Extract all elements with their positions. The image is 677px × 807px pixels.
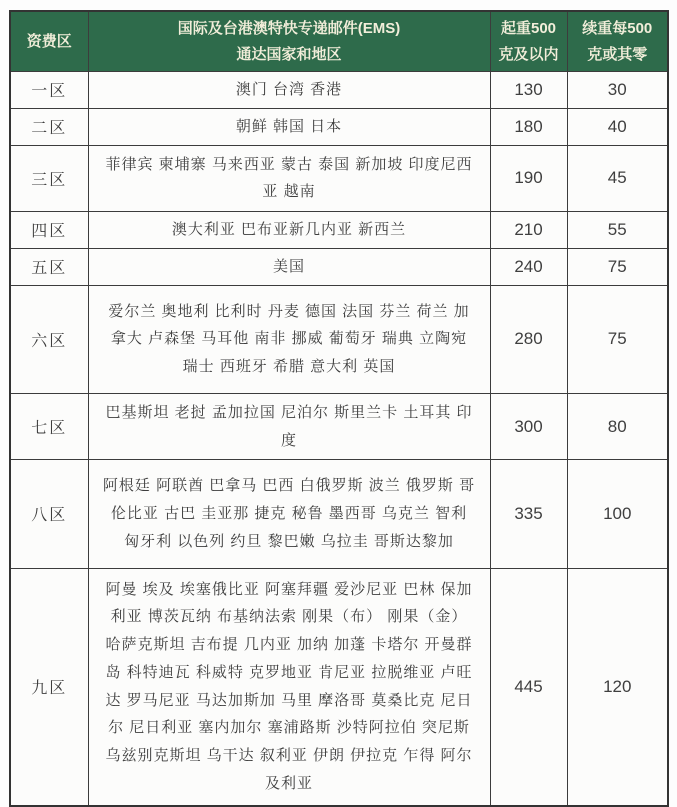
- countries-cell: 菲律宾 柬埔寨 马来西亚 蒙古 泰国 新加坡 印度尼西亚 越南: [88, 145, 490, 212]
- zone-cell: 七区: [10, 393, 88, 460]
- zone-cell: 五区: [10, 248, 88, 285]
- first-weight-cell: 280: [490, 285, 567, 393]
- additional-weight-cell: 80: [567, 393, 668, 460]
- zone-cell: 九区: [10, 568, 88, 806]
- header-countries-line1: 国际及台港澳特快专递邮件(EMS): [177, 20, 401, 37]
- header-first-weight-line2: 克及以内: [498, 45, 559, 63]
- table-header: [10, 11, 668, 72]
- zone-cell: 三区: [10, 145, 88, 212]
- additional-weight-cell: 30: [567, 72, 668, 109]
- table-row-zone7: [10, 393, 668, 460]
- header-countries: [88, 11, 490, 72]
- countries-cell: 爱尔兰 奥地利 比利时 丹麦 德国 法国 芬兰 荷兰 加拿大 卢森堡 马耳他 南非 挪威 葡萄牙 瑞典 立陶宛 瑞士 西班牙 希腊 意大利 英国: [88, 285, 490, 393]
- countries-cell: 美国: [88, 248, 490, 285]
- header-additional-weight: [567, 11, 668, 72]
- additional-weight-cell: 45: [567, 145, 668, 212]
- header-first-weight-line1: 起重500: [500, 20, 557, 37]
- table-row-zone3: [10, 145, 668, 212]
- additional-weight-cell: 55: [567, 212, 668, 249]
- table-row-zone1: [10, 72, 668, 109]
- first-weight-cell: 335: [490, 460, 567, 568]
- header-zone-label: 资费区: [26, 32, 72, 50]
- zone-cell: 四区: [10, 212, 88, 249]
- countries-cell: 阿曼 埃及 埃塞俄比亚 阿塞拜疆 爱沙尼亚 巴林 保加利亚 博茨瓦纳 布基纳法索 刚果（布） 刚果（金） 哈萨克斯坦 吉布提 几内亚 加纳 加蓬 卡塔尔 开曼群岛 科特迪瓦 科威特 克罗地亚 肯尼亚 拉脱维亚 卢旺达 罗马尼亚 马达加斯加 马里 摩洛哥 莫桑比克 尼日尔 尼日利亚 塞内加尔 塞浦路斯 沙特阿拉伯 突尼斯 乌兹别克斯坦 乌干达 叙利亚 伊朗 伊拉克 乍得 阿尔及利亚: [88, 568, 490, 806]
- first-weight-cell: 210: [490, 212, 567, 249]
- first-weight-cell: 300: [490, 393, 567, 460]
- header-additional-weight-line1: 续重每500: [582, 20, 653, 37]
- zone-cell: 八区: [10, 460, 88, 568]
- table-row-zone6: [10, 285, 668, 393]
- table-body: [10, 72, 668, 806]
- zone-cell: 二区: [10, 108, 88, 145]
- countries-cell: 澳门 台湾 香港: [88, 72, 490, 109]
- header-additional-weight-line2: 克或其零: [587, 45, 648, 63]
- zone-cell: 六区: [10, 285, 88, 393]
- table-row-zone4: [10, 212, 668, 249]
- header-row: [10, 11, 668, 72]
- header-first-weight: [490, 11, 567, 72]
- table-row-zone9: [10, 568, 668, 806]
- table-row-zone5: [10, 248, 668, 285]
- header-countries-line2: 通达国家和地区: [236, 45, 342, 63]
- additional-weight-cell: 75: [567, 285, 668, 393]
- first-weight-cell: 190: [490, 145, 567, 212]
- first-weight-cell: 240: [490, 248, 567, 285]
- countries-cell: 朝鲜 韩国 日本: [88, 108, 490, 145]
- countries-cell: 澳大利亚 巴布亚新几内亚 新西兰: [88, 212, 490, 249]
- table-row-zone8: [10, 460, 668, 568]
- countries-cell: 阿根廷 阿联酋 巴拿马 巴西 白俄罗斯 波兰 俄罗斯 哥伦比亚 古巴 圭亚那 捷克 秘鲁 墨西哥 乌克兰 智利 匈牙利 以色列 约旦 黎巴嫩 乌拉圭 哥斯达黎加: [88, 460, 490, 568]
- additional-weight-cell: 120: [567, 568, 668, 806]
- table-row-zone2: [10, 108, 668, 145]
- first-weight-cell: 445: [490, 568, 567, 806]
- countries-cell: 巴基斯坦 老挝 孟加拉国 尼泊尔 斯里兰卡 土耳其 印度: [88, 393, 490, 460]
- first-weight-cell: 180: [490, 108, 567, 145]
- first-weight-cell: 130: [490, 72, 567, 109]
- additional-weight-cell: 40: [567, 108, 668, 145]
- additional-weight-cell: 75: [567, 248, 668, 285]
- additional-weight-cell: 100: [567, 460, 668, 568]
- header-zone: [10, 11, 88, 72]
- zone-cell: 一区: [10, 72, 88, 109]
- ems-rates-table: [9, 10, 669, 807]
